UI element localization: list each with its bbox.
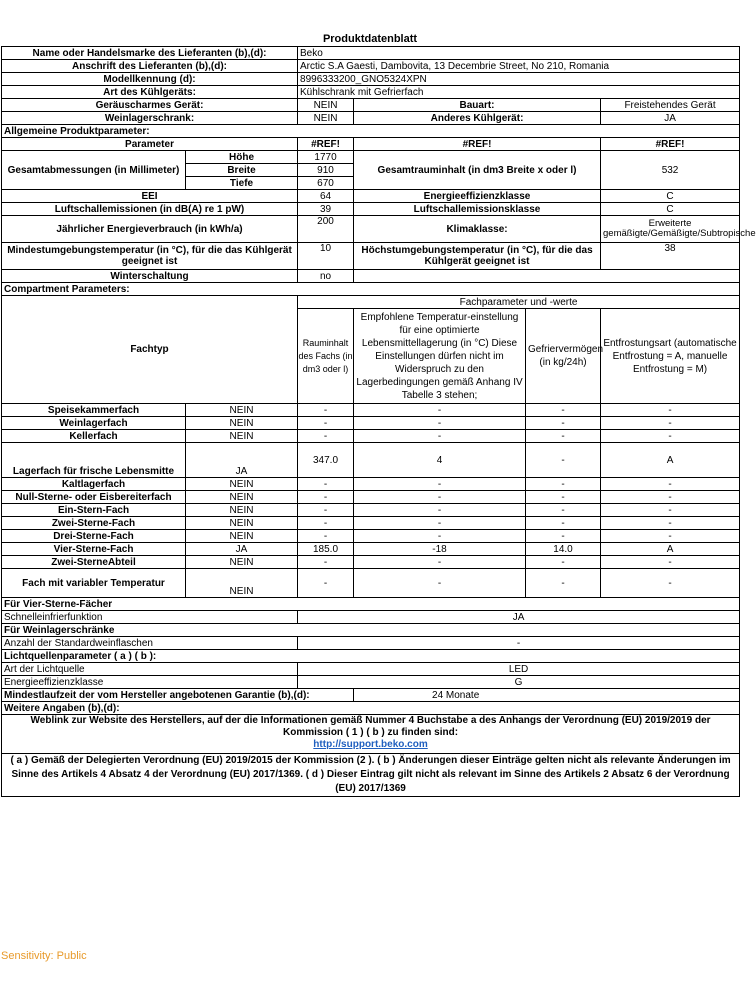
compartment-freeze: -: [526, 430, 601, 443]
noise-value: 39: [298, 203, 354, 216]
light-section-title: Lichtquellenparameter ( a ) ( b ):: [2, 650, 740, 663]
energy-class-value: C: [601, 190, 740, 203]
compartment-defrost: -: [601, 491, 740, 504]
compartment-temp: -: [354, 504, 526, 517]
compartment-vol: -: [298, 556, 354, 569]
general-section-row: [2, 125, 740, 138]
compartment-vol: -: [298, 517, 354, 530]
compartment-defrost: -: [601, 504, 740, 517]
param-header-row: [2, 138, 740, 151]
compartment-temp: -: [354, 404, 526, 417]
min-temp-value: 10: [298, 243, 354, 270]
compartment-defrost: -: [601, 569, 740, 598]
defrost-header: Entfrostungsart (automatische Entfrostung = A, manuelle Entfrostung = M): [601, 309, 740, 404]
compartment-name: Ein-Stern-Fach: [2, 504, 186, 517]
freeze-header: Gefriervermögen (in kg/24h): [526, 309, 601, 404]
eei-label: EEI: [2, 190, 298, 203]
wine-value: NEIN: [298, 112, 354, 125]
energy-row: [2, 216, 740, 243]
compartment-section-title: Compartment Parameters:: [2, 283, 740, 296]
support-link[interactable]: http://support.beko.com: [313, 739, 428, 750]
compartment-temp: -: [354, 491, 526, 504]
table-row: [2, 530, 740, 543]
compartment-vol: 185.0: [298, 543, 354, 556]
compartment-present: NEIN: [186, 478, 298, 491]
compartment-temp: -: [354, 417, 526, 430]
compartment-defrost: -: [601, 530, 740, 543]
noise-row: [2, 203, 740, 216]
four-star-section-row: [2, 598, 740, 611]
depth-label: Tiefe: [186, 177, 298, 190]
width-label: Breite: [186, 164, 298, 177]
compartment-freeze: -: [526, 530, 601, 543]
volume-label: Gesamtrauminhalt (in dm3 Breite x oder l): [354, 151, 601, 190]
compartment-freeze: -: [526, 556, 601, 569]
footnote-row: [2, 754, 740, 797]
temp-header: Empfohlene Temperatur-einstellung für eine optimierte Lebensmittellagerung (in °C) Diese Einstellungen dürfen nicht im Widerspruch zu den Lagerbedingungen gemäß Anhang IV Tabelle 3 stehen;: [354, 309, 526, 404]
compartment-vol: -: [298, 569, 354, 598]
quiet-design-row: [2, 99, 740, 112]
depth-value: 670: [298, 177, 354, 190]
min-temp-label: Mindestumgebungstemperatur (in °C), für die das Kühlgerät geeignet ist: [2, 243, 298, 270]
quiet-value: NEIN: [298, 99, 354, 112]
table-row: [2, 491, 740, 504]
max-temp-value: 38: [601, 243, 740, 270]
model-row: [2, 73, 740, 86]
ref-header-3: #REF!: [601, 138, 740, 151]
noise-class-value: C: [601, 203, 740, 216]
ref-header-1: #REF!: [298, 138, 354, 151]
compartment-temp: -: [354, 556, 526, 569]
compartment-defrost: -: [601, 478, 740, 491]
compartment-name: Speisekammerfach: [2, 404, 186, 417]
table-row: [2, 443, 740, 478]
wine-other-row: [2, 112, 740, 125]
warranty-value: 24 Monate: [354, 689, 740, 702]
light-type-label: Art der Lichtquelle: [2, 663, 298, 676]
compartment-present: NEIN: [186, 569, 298, 598]
warranty-row: [2, 689, 740, 702]
compartment-type-header: Fachtyp: [2, 296, 298, 404]
table-row: [2, 543, 740, 556]
compartment-name: Weinlagerfach: [2, 417, 186, 430]
height-row: [2, 151, 740, 164]
supplier-address-row: [2, 60, 740, 73]
temperature-row: [2, 243, 740, 270]
compartment-defrost: A: [601, 543, 740, 556]
table-row: [2, 404, 740, 417]
model-value: 8996333200_GNO5324XPN: [298, 73, 740, 86]
general-section-title: Allgemeine Produktparameter:: [2, 125, 740, 138]
weblink-cell: [2, 715, 740, 754]
compartment-temp: -: [354, 430, 526, 443]
footnote: ( a ) Gemäß der Delegierten Verordnung (EU) 2019/2015 der Kommission (2 ). ( b ) Änderungen dieser Einträge gelten nicht als relevante Änderungen im Sinne des Artikels 4 Absatz 4 der Verordnung (EU) 2017/1369. ( d ) Dieser Eintrag gilt nicht als relevant im Sinne des Artikels 2 Absatz 6 der Verordnung (EU) 2017/1369: [2, 754, 740, 797]
compartment-name: Fach mit variabler Temperatur: [2, 569, 186, 598]
design-label: Bauart:: [354, 99, 601, 112]
param-header: Parameter: [2, 138, 298, 151]
compartment-defrost: -: [601, 404, 740, 417]
table-row: [2, 478, 740, 491]
weblink-row: [2, 715, 740, 754]
supplier-name-value: Beko: [298, 47, 740, 60]
compartment-vol: -: [298, 504, 354, 517]
further-info-row: [2, 702, 740, 715]
compartment-freeze: -: [526, 517, 601, 530]
supplier-name-label: Name oder Handelsmarke des Lieferanten (b),(d):: [2, 47, 298, 60]
compartment-temp: -: [354, 517, 526, 530]
winter-label: Winterschaltung: [2, 270, 298, 283]
winter-row: [2, 270, 740, 283]
height-value: 1770: [298, 151, 354, 164]
compartment-vol: -: [298, 491, 354, 504]
compartment-name: Null-Sterne- oder Eisbereiterfach: [2, 491, 186, 504]
winter-empty: [354, 270, 740, 283]
compartment-vol: -: [298, 404, 354, 417]
dimensions-label: Gesamtabmessungen (in Millimeter): [2, 151, 186, 190]
design-value: Freistehendes Gerät: [601, 99, 740, 112]
compartment-temp: -: [354, 530, 526, 543]
compartment-name: Kellerfach: [2, 430, 186, 443]
energy-class-label: Energieeffizienzklasse: [354, 190, 601, 203]
sensitivity-label: Sensitivity: Public: [1, 950, 87, 962]
climate-value: Erweiterte gemäßigte/Gemäßigte/Subtropische: [601, 216, 740, 243]
compartment-vol: -: [298, 417, 354, 430]
max-temp-label: Höchstumgebungstemperatur (in °C), für die das Kühlgerät geeignet ist: [354, 243, 601, 270]
vol-header: Rauminhalt des Fachs (in dm3 oder l): [298, 309, 354, 404]
light-class-value: G: [298, 676, 740, 689]
fast-freeze-row: [2, 611, 740, 624]
table-row: [2, 517, 740, 530]
compartment-section-row: [2, 283, 740, 296]
appliance-type-value: Kühlschrank mit Gefrierfach: [298, 86, 740, 99]
bottles-label: Anzahl der Standardweinflaschen: [2, 637, 298, 650]
volume-value: 532: [601, 151, 740, 190]
compartment-freeze: -: [526, 417, 601, 430]
compartment-name: Zwei-SterneAbteil: [2, 556, 186, 569]
wine-cabinet-section-row: [2, 624, 740, 637]
climate-label: Klimaklasse:: [354, 216, 601, 243]
table-row: [2, 417, 740, 430]
wine-label: Weinlagerschrank:: [2, 112, 298, 125]
compartment-present: NEIN: [186, 491, 298, 504]
eei-row: [2, 190, 740, 203]
compartment-freeze: -: [526, 404, 601, 417]
compartment-freeze: -: [526, 478, 601, 491]
compartment-defrost: -: [601, 556, 740, 569]
noise-class-label: Luftschallemissionsklasse: [354, 203, 601, 216]
compartment-present: NEIN: [186, 504, 298, 517]
compartment-defrost: -: [601, 517, 740, 530]
compartment-present: NEIN: [186, 530, 298, 543]
width-value: 910: [298, 164, 354, 177]
compartment-vol: 347.0: [298, 443, 354, 478]
compartment-group-header: Fachparameter und -werte: [298, 296, 740, 309]
compartment-name: Kaltlagerfach: [2, 478, 186, 491]
compartment-freeze: -: [526, 504, 601, 517]
compartment-defrost: -: [601, 430, 740, 443]
bottles-row: [2, 637, 740, 650]
ref-header-2: #REF!: [354, 138, 601, 151]
light-class-label: Energieeffizienzklasse: [2, 676, 298, 689]
quiet-label: Geräuscharmes Gerät:: [2, 99, 298, 112]
compartment-vol: -: [298, 430, 354, 443]
compartment-name: Lagerfach für frische Lebensmitte: [2, 443, 186, 478]
warranty-label: Mindestlaufzeit der vom Hersteller angebotenen Garantie (b),(d):: [2, 689, 354, 702]
compartment-vol: -: [298, 530, 354, 543]
compartment-freeze: 14.0: [526, 543, 601, 556]
light-class-row: [2, 676, 740, 689]
light-type-row: [2, 663, 740, 676]
compartment-group-row: [2, 296, 740, 309]
table-row: [2, 556, 740, 569]
four-star-section-title: Für Vier-Sterne-Fächer: [2, 598, 740, 611]
supplier-name-row: [2, 47, 740, 60]
bottles-value: -: [298, 637, 740, 650]
fast-freeze-label: Schnelleinfrierfunktion: [2, 611, 298, 624]
table-row: [2, 430, 740, 443]
eei-value: 64: [298, 190, 354, 203]
compartment-present: NEIN: [186, 404, 298, 417]
table-row: [2, 504, 740, 517]
other-value: JA: [601, 112, 740, 125]
energy-value: 200: [298, 216, 354, 243]
appliance-type-row: [2, 86, 740, 99]
energy-label: Jährlicher Energieverbrauch (in kWh/a): [2, 216, 298, 243]
noise-label: Luftschallemissionen (in dB(A) re 1 pW): [2, 203, 298, 216]
light-section-row: [2, 650, 740, 663]
compartment-temp: -18: [354, 543, 526, 556]
supplier-address-label: Anschrift des Lieferanten (b),(d):: [2, 60, 298, 73]
light-type-value: LED: [298, 663, 740, 676]
other-label: Anderes Kühlgerät:: [354, 112, 601, 125]
model-label: Modellkennung (d):: [2, 73, 298, 86]
compartment-temp: -: [354, 569, 526, 598]
fast-freeze-value: JA: [298, 611, 740, 624]
compartment-present: NEIN: [186, 517, 298, 530]
table-row: [2, 569, 740, 598]
compartment-defrost: -: [601, 417, 740, 430]
compartment-temp: 4: [354, 443, 526, 478]
compartment-freeze: -: [526, 569, 601, 598]
compartment-name: Vier-Sterne-Fach: [2, 543, 186, 556]
compartment-temp: -: [354, 478, 526, 491]
compartment-present: NEIN: [186, 556, 298, 569]
compartment-defrost: A: [601, 443, 740, 478]
compartment-freeze: -: [526, 491, 601, 504]
compartment-freeze: -: [526, 443, 601, 478]
compartment-present: JA: [186, 543, 298, 556]
compartment-present: NEIN: [186, 417, 298, 430]
further-info-label: Weitere Angaben (b),(d):: [2, 702, 740, 715]
wine-cabinet-section-title: Für Weinlagerschränke: [2, 624, 740, 637]
appliance-type-label: Art des Kühlgeräts:: [2, 86, 298, 99]
compartment-present: NEIN: [186, 430, 298, 443]
compartment-vol: -: [298, 478, 354, 491]
compartment-name: Zwei-Sterne-Fach: [2, 517, 186, 530]
weblink-text: Weblink zur Website des Herstellers, auf der die Informationen gemäß Nummer 4 Buchstabe a des Anhangs der Verordnung (EU) 2019/2019 der Kommission ( 1 ) ( b ) zu finden sind:: [30, 715, 711, 738]
height-label: Höhe: [186, 151, 298, 164]
compartment-name: Drei-Sterne-Fach: [2, 530, 186, 543]
product-data-table: [1, 46, 756, 797]
page-title: Produktdatenblatt: [322, 33, 418, 45]
supplier-address-value: Arctic S.A Gaesti, Dambovita, 13 Decembrie Street, No 210, Romania: [298, 60, 740, 73]
compartment-present: JA: [186, 443, 298, 478]
winter-value: no: [298, 270, 354, 283]
